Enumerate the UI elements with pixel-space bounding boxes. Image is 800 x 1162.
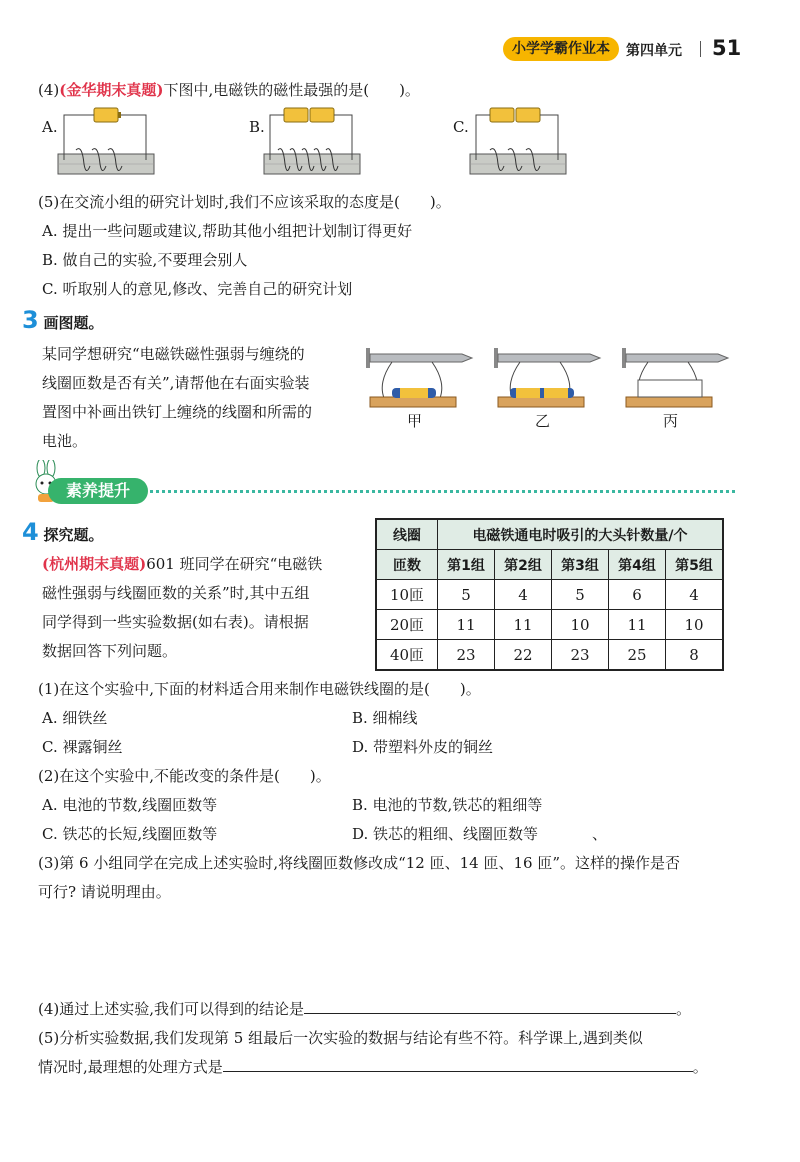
- sub-q3-line-2: 可行? 请说明理由。: [38, 883, 171, 901]
- table-cell: 10: [552, 610, 609, 640]
- table-cell: 10: [666, 610, 724, 640]
- label-bing: 丙: [663, 412, 679, 430]
- table-cell: 23: [552, 640, 609, 671]
- q5-option-c[interactable]: C. 听取别人的意见,修改、完善自己的研究计划: [42, 280, 353, 298]
- table-row: [376, 610, 723, 640]
- table-row: [376, 640, 723, 671]
- table-cell: 11: [609, 610, 666, 640]
- page-number: 51: [712, 36, 742, 60]
- sub-q2-option-c[interactable]: C. 铁芯的长短,线圈匝数等: [42, 825, 218, 843]
- sub-q4-text: (4)通过上述实验,我们可以得到的结论是: [38, 1000, 305, 1018]
- header-divider: [700, 41, 701, 57]
- section-4-line-4: 数据回答下列问题。: [42, 642, 178, 660]
- table-cell: 23: [438, 640, 495, 671]
- sub-q1-option-a[interactable]: A. 细铁丝: [42, 709, 108, 727]
- table-header-turns-bottom: 匝数: [376, 550, 438, 580]
- section-3-line-4: 电池。: [42, 432, 88, 450]
- sub-q4-end: 。: [676, 1000, 692, 1018]
- section-banner: 素养提升: [48, 478, 148, 504]
- electromagnet-figure-c: [468, 104, 568, 184]
- sub-q5-answer-blank[interactable]: [223, 1057, 693, 1072]
- label-yi: 乙: [535, 412, 551, 430]
- sub-q4-answer-blank[interactable]: [304, 999, 676, 1014]
- sub-q4-line: [38, 998, 691, 1019]
- sub-q2-option-a[interactable]: A. 电池的节数,线圈匝数等: [42, 796, 218, 814]
- table-header-group: 第3组: [552, 550, 609, 580]
- table-cell: 4: [495, 580, 552, 610]
- option-c-label[interactable]: C.: [453, 118, 469, 136]
- table-cell: 25: [609, 640, 666, 671]
- sub-q3-line-1: (3)第 6 小组同学在完成上述实验时,将线圈匝数修改成“12 匝、14 匝、16 匝”。这样的操作是否: [38, 854, 681, 872]
- section-3-line-1: 某同学想研究“电磁铁磁性强弱与缠绕的: [42, 345, 305, 363]
- section-4-number: 4: [22, 518, 39, 546]
- section-4-heading: [22, 518, 104, 546]
- section-4-line-3: 同学得到一些实验数据(如右表)。请根据: [42, 613, 309, 631]
- option-b-label[interactable]: B.: [249, 118, 265, 136]
- option-a-label[interactable]: A.: [42, 118, 58, 136]
- section-3-line-2: 线圈匝数是否有关”,请帮他在右面实验装: [42, 374, 310, 392]
- q4-text: 下图中,电磁铁的磁性最强的是( )。: [163, 81, 420, 99]
- q4-prompt: [38, 79, 420, 100]
- q4-source: (金华期末真题): [59, 81, 164, 99]
- table-header-group: 第4组: [609, 550, 666, 580]
- sub-q5-line-2: [38, 1056, 708, 1077]
- nail-apparatus-yi: [490, 342, 602, 412]
- table-header-group: 第5组: [666, 550, 724, 580]
- section-3-line-3: 置图中补画出铁钉上缠绕的线圈和所需的: [42, 403, 313, 421]
- sub-q1-prompt: (1)在这个实验中,下面的材料适合用来制作电磁铁线圈的是( )。: [38, 680, 481, 698]
- section-3-number: 3: [22, 306, 39, 334]
- table-header-turns-top: 线圈: [376, 519, 438, 550]
- section-4-line-2: 磁性强弱与线圈匝数的关系”时,其中五组: [42, 584, 310, 602]
- table-cell: 5: [552, 580, 609, 610]
- table-header-group: 第2组: [495, 550, 552, 580]
- section-4-line-1-text: 601 班同学在研究“电磁铁: [146, 555, 323, 573]
- section-4-source: (杭州期末真题): [42, 555, 147, 573]
- sub-q5-end: 。: [692, 1058, 708, 1076]
- electromagnet-figure-a: [56, 104, 156, 184]
- unit-label: 第四单元: [626, 43, 682, 59]
- nail-apparatus-jia: [362, 342, 474, 412]
- sub-q5-line-1: (5)分析实验数据,我们发现第 5 组最后一次实验的数据与结论有些不符。科学课上,遇到类似: [38, 1029, 643, 1047]
- table-cell: 11: [495, 610, 552, 640]
- sub-q2-option-b[interactable]: B. 电池的节数,铁芯的粗细等: [352, 796, 543, 814]
- table-header-group: 第1组: [438, 550, 495, 580]
- table-cell: 22: [495, 640, 552, 671]
- q5-prompt: (5)在交流小组的研究计划时,我们不应该采取的态度是( )。: [38, 193, 451, 211]
- sub-q1-option-c[interactable]: C. 裸露铜丝: [42, 738, 123, 756]
- sub-q5-text: 情况时,最理想的处理方式是: [38, 1058, 223, 1076]
- q4-number: (4): [38, 81, 60, 99]
- table-cell: 6: [609, 580, 666, 610]
- sub-q1-option-d[interactable]: D. 带塑料外皮的铜丝: [352, 738, 494, 756]
- table-cell-turns: 40匝: [376, 640, 438, 671]
- table-cell: 8: [666, 640, 724, 671]
- workbook-badge: 小学学霸作业本: [503, 37, 619, 61]
- experiment-data-table: [375, 518, 724, 671]
- section-3-heading: [22, 306, 104, 334]
- table-row: [376, 580, 723, 610]
- table-header-title: 电磁铁通电时吸引的大头针数量/个: [438, 519, 724, 550]
- banner-dotted-rule: [150, 490, 735, 493]
- table-cell-turns: 20匝: [376, 610, 438, 640]
- electromagnet-figure-b: [262, 104, 362, 184]
- stray-mark: 、: [592, 825, 608, 843]
- sub-q2-prompt: (2)在这个实验中,不能改变的条件是( )。: [38, 767, 331, 785]
- q5-option-b[interactable]: B. 做自己的实验,不要理会别人: [42, 251, 248, 269]
- section-4-line-1: [42, 553, 322, 574]
- table-cell: 11: [438, 610, 495, 640]
- section-4-title: 探究题。: [43, 526, 104, 544]
- nail-apparatus-bing: [618, 342, 730, 412]
- sub-q1-option-b[interactable]: B. 细棉线: [352, 709, 418, 727]
- section-3-title: 画图题。: [43, 314, 104, 332]
- table-cell: 4: [666, 580, 724, 610]
- table-cell: 5: [438, 580, 495, 610]
- label-jia: 甲: [407, 412, 423, 430]
- table-cell-turns: 10匝: [376, 580, 438, 610]
- q5-option-a[interactable]: A. 提出一些问题或建议,帮助其他小组把计划制订得更好: [42, 222, 413, 240]
- sub-q2-option-d[interactable]: D. 铁芯的粗细、线圈匝数等: [352, 825, 539, 843]
